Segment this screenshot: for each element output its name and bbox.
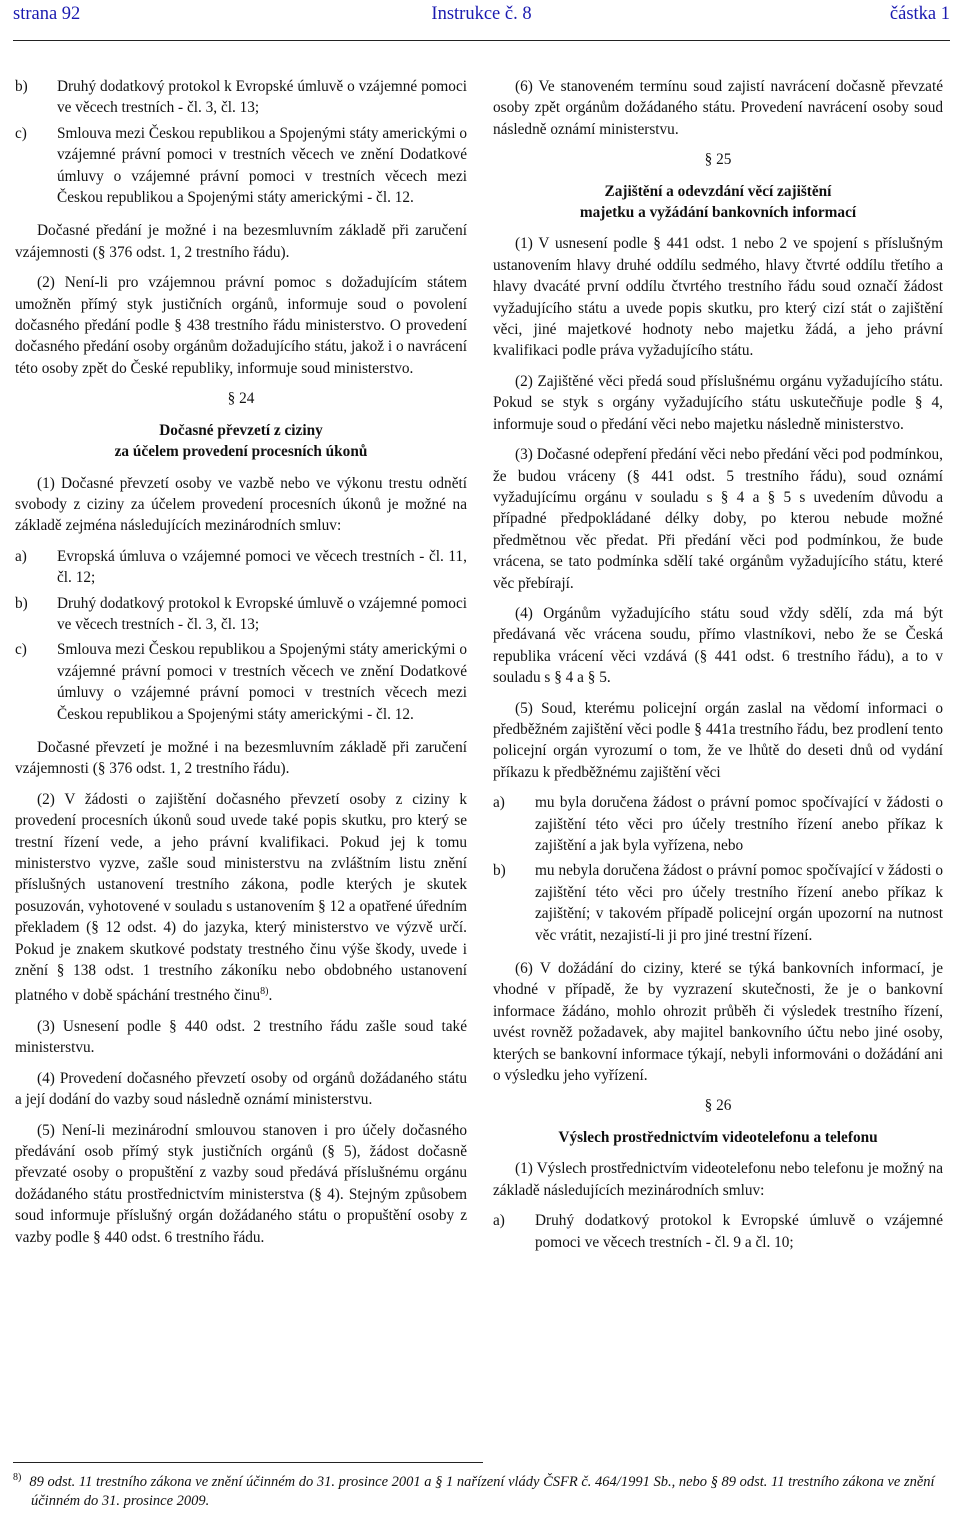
list-text: Smlouva mezi Českou republikou a Spojenými státy americkými o vzájemné právní pomoci v trestních věcech ve znění Dodatkové úmluvy o vzájemné právní pomoci v trestních věcech mezi Českou republikou a Spojenými státy americkými - čl. 12. [57, 641, 467, 723]
footnote-ref: 8) [260, 986, 269, 998]
list-text: Evropská úmluva o vzájemné pomoci ve věcech trestních - čl. 11, čl. 12; [57, 547, 467, 587]
list-label: c) [15, 641, 27, 659]
part-number: částka 1 [889, 4, 950, 24]
list-item [493, 792, 943, 856]
list-label: a) [493, 794, 505, 812]
list-item [15, 593, 467, 636]
list-text: mu nebyla doručena žádost o právní pomoc spočívající v žádosti o zajištění této věci pro účely trestního řízení anebo příkaz k zajištění; v takovém případě policejní orgán upozorní na nutnost věc vrátit, nezajistí-li ji pro jiné trestní řízení. [535, 862, 943, 944]
footnote [13, 1468, 950, 1511]
footnote-divider [13, 1462, 483, 1463]
list-label: b) [15, 78, 28, 95]
paragraph-end: . [268, 987, 273, 1005]
section-heading-line: majetku a vyžádání bankovních informací [579, 204, 857, 222]
section-heading-line: za účelem provedení procesních úkonů [114, 443, 368, 461]
section-sign: § 25 [704, 151, 732, 169]
section-heading [15, 420, 467, 463]
paragraph: Dočasné předání je možné i na bezesmluvním základě při zaručení vzájemnosti (§ 376 odst. 1, 2 trestního řádu). [15, 222, 467, 261]
list-item [493, 860, 943, 946]
section-sign: § 26 [704, 1097, 732, 1115]
list-item [493, 1210, 943, 1253]
paragraph: (5) Soud, kterému policejní orgán zaslal na vědomí informaci o předběžném zajištění věci podle § 441a trestního řádu, bez prodlení tento policejní orgán vyrozumí o tom, že ve lhůtě do deseti dnů od vydání příkazu k předběžnému zajištění věci [493, 699, 943, 781]
section-sign: § 24 [227, 390, 255, 408]
footnote-mark: 8) [13, 1472, 22, 1483]
paragraph: Dočasné převzetí je možné i na bezesmluvním základě při zaručení vzájemnosti (§ 376 odst. 1, 2 trestního řádu). [15, 738, 467, 778]
paragraph: (3) Usnesení podle § 440 odst. 2 trestního řádu zašle soud také ministerstvu. [15, 1017, 467, 1057]
list-item [15, 76, 467, 119]
list-text: mu byla doručena žádost o právní pomoc spočívající v žádosti o zajištění této věci pro účely trestního řízení anebo příkaz k zajištění a jak byla vyřízena, nebo [535, 794, 943, 854]
paragraph: (2) Není-li pro vzájemnou právní pomoc s dožadujícím státem umožněn přímý styk justičních orgánů, informuje soud o povolení dočasného předání podle § 438 trestního řádu ministerstvo. O provedení dočasného předání osoby orgánům dožadujícího státu, jakož i o navrácení této osoby zpět do České republiky, informuje soud ministerstvo. [15, 274, 467, 377]
paragraph: (6) V dožádání do ciziny, které se týká bankovních informací, je vhodné v případě, že by vyzrazení skutečnosti, že je o bankovní informace žádáno, mohlo ohrozit průběh či výsledek trestního řízení, uvést rovněž požadavek, aby majitel bankovního účtu nebo jiné osoby, kterých se bankovní informace týkají, nebyli informováni o dožádání ani o výsledku jeho vyřízení. [493, 960, 943, 1085]
list-item [15, 123, 467, 209]
document-title: Instrukce č. 8 [431, 4, 532, 24]
section-heading: Výslech prostřednictvím videotelefonu a telefonu [558, 1128, 878, 1146]
list-label: b) [15, 594, 28, 612]
list-text: Druhý dodatkový protokol k Evropské úmluvě o vzájemné pomoci ve věcech trestních - čl. 3, čl. 13; [57, 78, 467, 117]
footnote-text-block [13, 1468, 950, 1511]
footnote-text: 89 odst. 11 trestního zákona ve znění účinném do 31. prosince 2001 a § 1 nařízení vlády ČSFR č. 464/1991 Sb., nebo § 89 odst. 11 trestního zákona ve znění účinném do 31. prosince 2009. [29, 1473, 935, 1509]
list-text: Druhý dodatkový protokol k Evropské úmluvě o vzájemné pomoci ve věcech trestních - čl. 9 a čl. 10; [535, 1212, 943, 1251]
section-heading-line: Zajištění a odevzdání věcí zajištění [604, 182, 832, 200]
list-text: Smlouva mezi Českou republikou a Spojenými státy americkými o vzájemné právní pomoci v trestních věcech ve znění Dodatkové úmluvy o vzájemné právní pomoci v trestních věcech mezi Českou republikou a Spojenými státy americkými - čl. 12. [57, 124, 467, 207]
paragraph [15, 789, 467, 1007]
section-heading [493, 181, 943, 224]
header-divider [13, 40, 950, 41]
paragraph: (1) Výslech prostřednictvím videotelefonu nebo telefonu je možný na základě následujících mezinárodních smluv: [493, 1160, 943, 1199]
paragraph: (1) Dočasné převzetí osoby ve vazbě nebo ve výkonu trestu odnětí svobody z ciziny za účelem provedení procesních úkonů je možné na základě zejména následujících mezinárodních smluv: [15, 474, 467, 535]
paragraph-text: (2) V žádosti o zajištění dočasného převzetí osoby z ciziny k provedení procesních úkonů soud uvede také popis skutku, pro který se trestní řízení vede, a jeho právní kvalifikaci. Pokud jej k tomu ministerstvo vyzve, zašle soud ministerstvu na zvláštním listu znění příslušných ustanovení trestního zákona, podle kterých je skutek posuzován, vyhotovené v souladu s ustanovením § 12 a opatřené úředním překladem (§ 12 odst. 4) do jazyka, který ministerstvo ve výzvě určí. Pokud je znakem skutkové podstaty trestného činu výše škody, uvede i znění § 138 odst. 1 trestního zákoníku nebo obdobného ustanovení platného v době spáchání trestného činu [15, 790, 467, 1005]
paragraph: (4) Orgánům vyžadujícího státu soud vždy sdělí, zda má být předávaná věc vrácena soudu, přímo vlastníkovi, nebo že se Česká republika vrácení věci vzdává (§ 441 odst. 6 trestního řádu), a to v souladu s § 4 a § 5. [493, 604, 943, 687]
list-label: b) [493, 862, 506, 880]
list-label: a) [493, 1212, 505, 1230]
left-column [15, 76, 467, 1257]
list-text: Druhý dodatkový protokol k Evropské úmluvě o vzájemné pomoci ve věcech trestních - čl. 3, čl. 13; [57, 594, 467, 633]
paragraph: (4) Provedení dočasného převzetí osoby od orgánů dožádaného státu a její dodání do vazby soud následně oznámí ministerstvu. [15, 1069, 467, 1109]
list-item [15, 639, 467, 725]
right-column [493, 76, 943, 1257]
paragraph: (2) Zajištěné věci předá soud příslušnému orgánu vyžadujícího státu. Pokud se styk s orgány vyžadujícího státu uskutečňuje podle § 4, informuje soud o předání věci nebo majetku následně ministerstvo. [493, 372, 943, 433]
list-label: c) [15, 124, 27, 142]
list-label: a) [15, 547, 27, 565]
paragraph: (6) Ve stanoveném termínu soud zajistí navrácení dočasně převzaté osoby zpět orgánům dožádaného státu. Provedení navrácení osoby soud následně oznámí ministerstvu. [493, 78, 943, 138]
list-item [15, 546, 467, 589]
page-header [13, 4, 950, 30]
paragraph: (1) V usnesení podle § 441 odst. 1 nebo 2 ve spojení s příslušným ustanovením hlavy druhé oddílu sedmého, hlavy čtvrté oddílu třetího a hlavy dvacáté první oddílu čtvrtého trestního řádu soud označí žádost vyžadujícího státu a uvede popis skutku, pro který cizí stát o zajištění věci, jiné majetkové hodnoty nebo majetku žádá, a jeho právní kvalifikaci podle práva vyžadujícího státu. [493, 235, 943, 360]
section-heading-line: Dočasné převzetí z ciziny [159, 421, 323, 439]
page-number: strana 92 [13, 4, 81, 24]
paragraph: (5) Není-li mezinárodní smlouvou stanoven i pro účely dočasného předávání osob přímý styk justičních orgánů (§ 5), žádost dočasně převzaté osoby o propuštění z vazby soud předává příslušnému orgánu dožádaného státu prostřednictvím ministerstva (§ 4). Stejným způsobem soud informuje příslušný orgán dožádaného státu o propuštění osoby z vazby podle § 440 odst. 6 trestního řádu. [15, 1121, 467, 1246]
paragraph: (3) Dočasné odepření předání věci nebo předání věci pod podmínkou, že budou vráceny (§ 441 odst. 5 trestního řádu), soud oznámí vyžadujícímu orgánu v souladu s § 4 a § 5 s uvedením důvodu a případné předpokládané délky doby, po kterou nebude možné předmětnou věc předat. Při předání věci pod podmínkou, že bude vrácena, se tato podmínka sdělí také orgánům vyžadujícího státu, které věc přebírají. [493, 446, 943, 592]
